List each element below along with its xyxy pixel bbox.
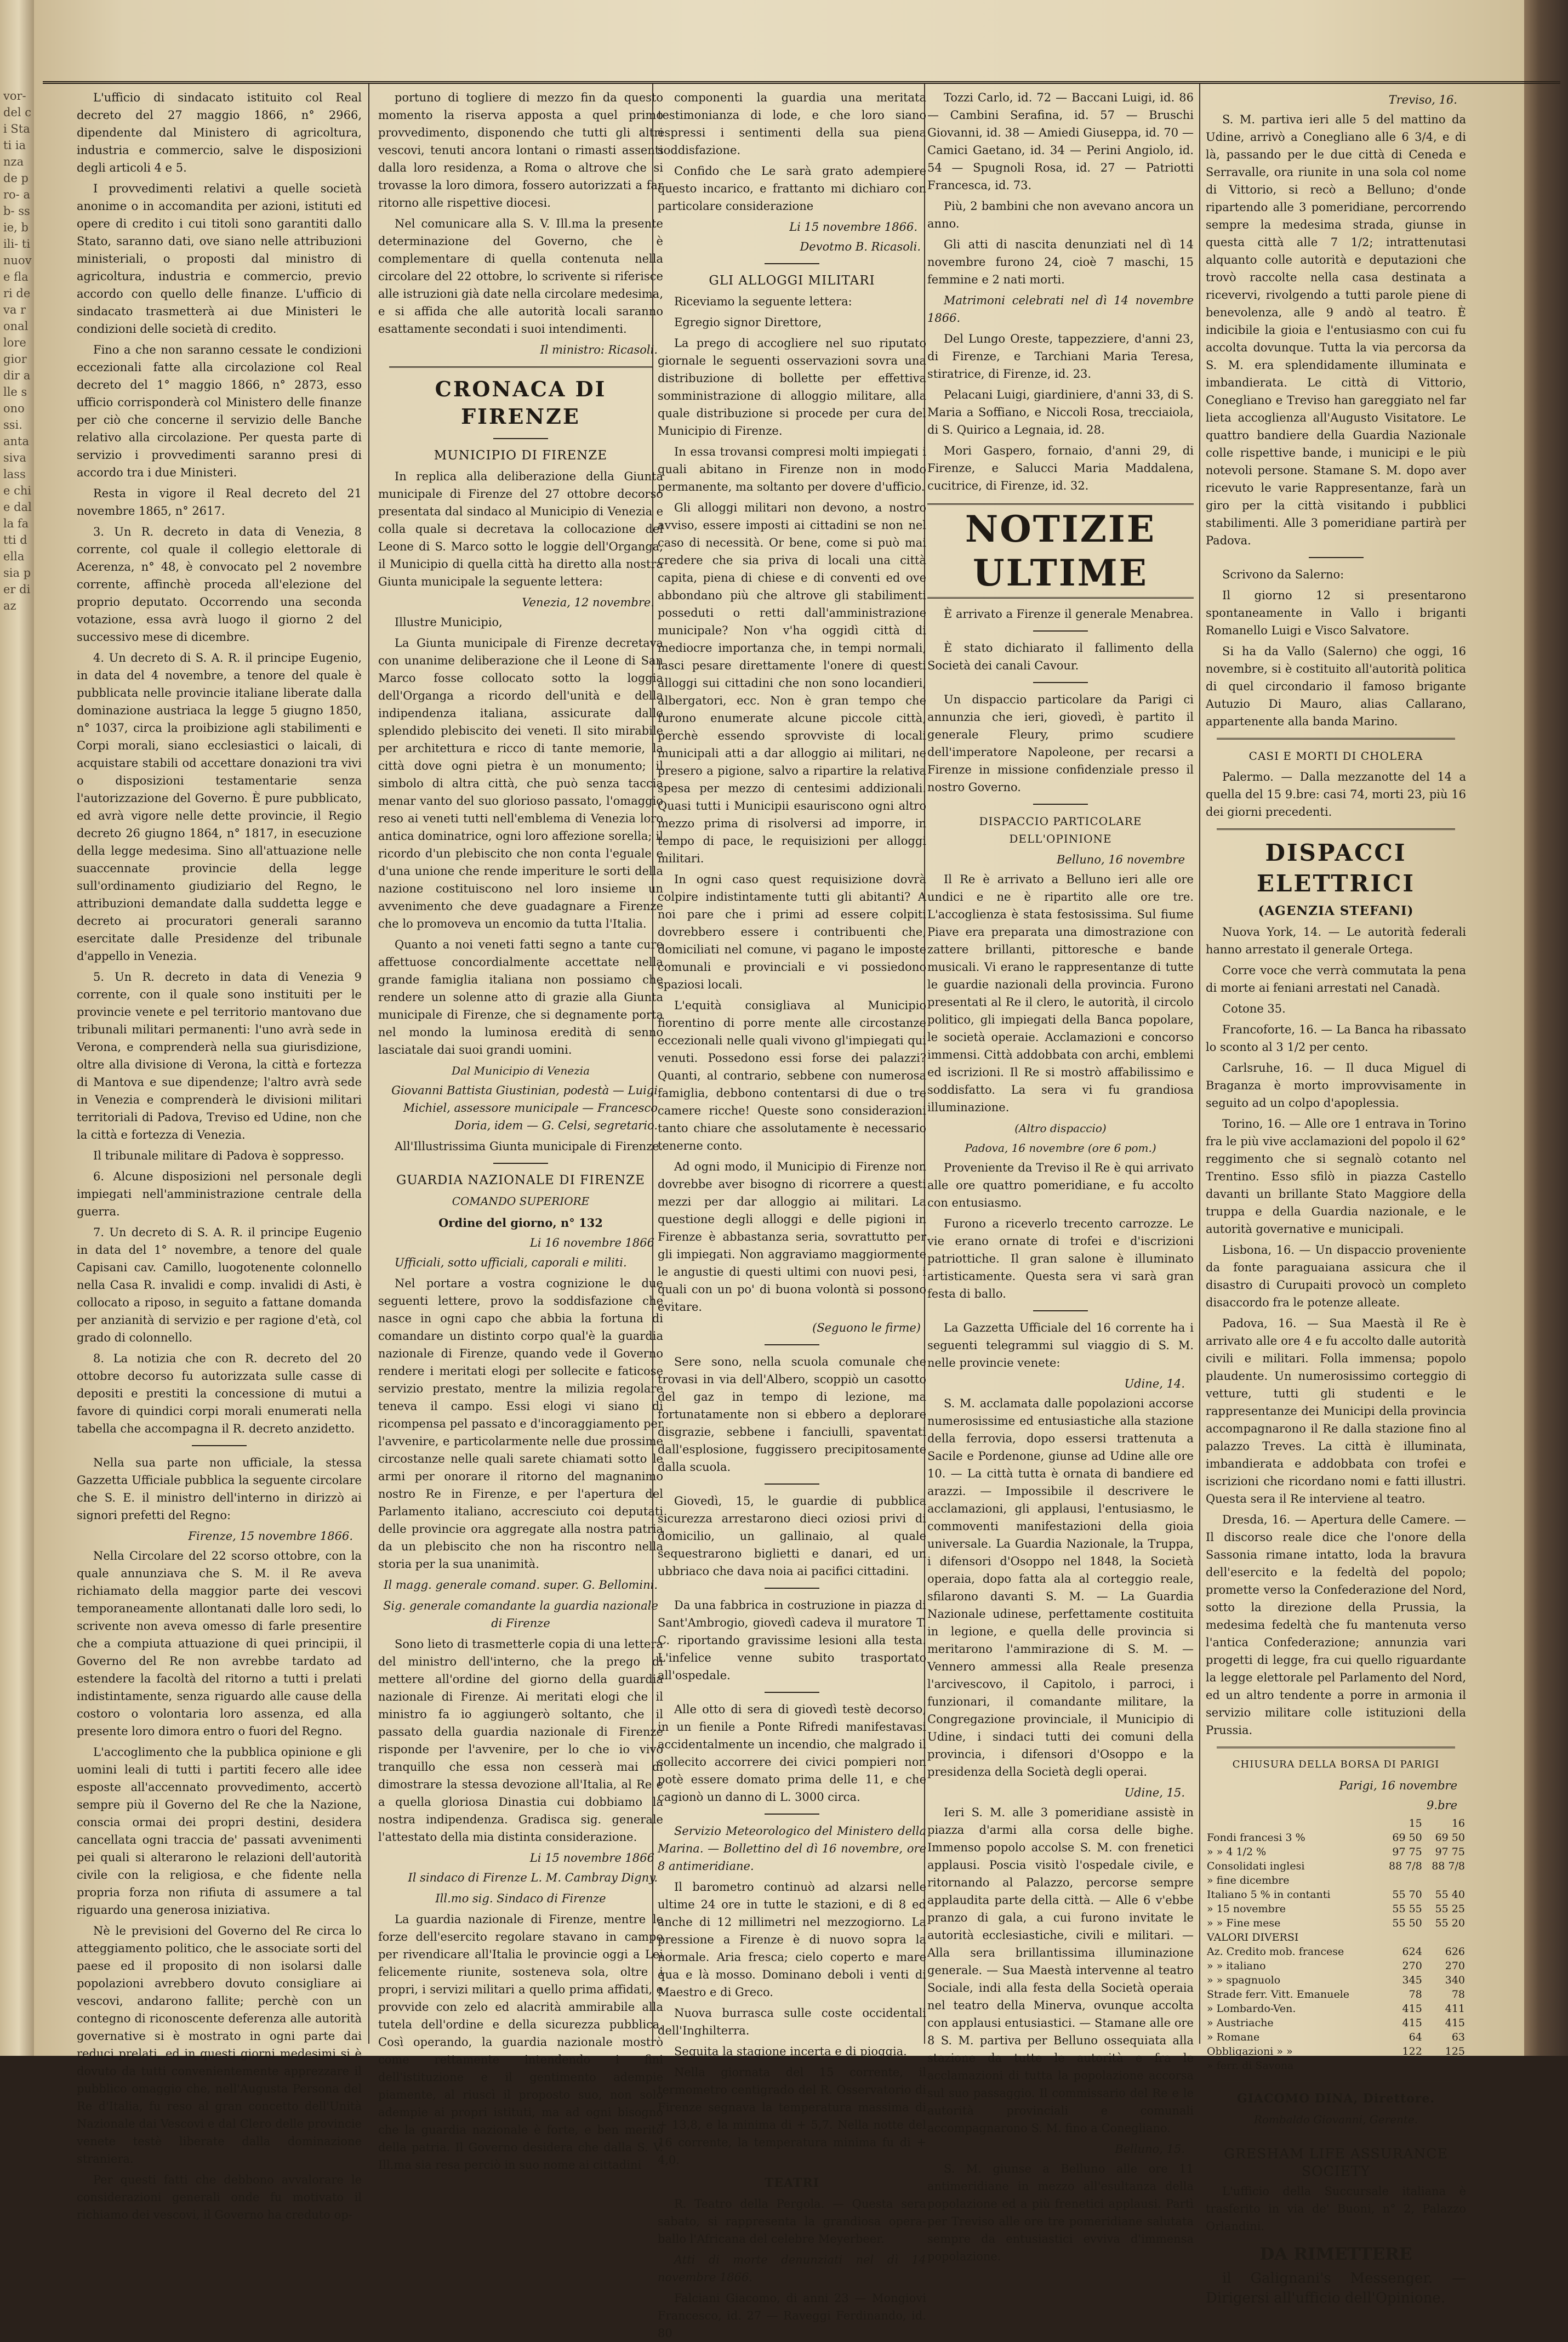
signature: Il magg. generale comand. super. G. Bellomini. bbox=[384, 1578, 658, 1591]
paragraph: Nella Circolare del 22 scorso ottobre, con la quale annunziava che S. M. il Re aveva richiamato della maggior parte dei vescovi temporaneamente allontanati dalle loro sedi, lo scrivente non aveva omesso di farle presentire che a compiuta attuazione di quei principii, il Governo del Re non avrebbe tardato ad estendere la facoltà del ritorno a tutti i prelati indistintamente, senza riguardo alle cause della costoro o volontaria loro assenza, ed alla presente loro dimora entro o fuori del Regno. bbox=[77, 1549, 362, 1738]
salutation: Illustre Municipio, bbox=[395, 616, 503, 629]
paragraph: Proveniente da Treviso il Re è qui arrivato alle ore quattro pomeridiane, e fu accolto con entusiasmo. bbox=[927, 1161, 1194, 1209]
paragraph: Gli atti di nascita denunziati nel dì 14 novembre furono 24, cioè 7 maschi, 15 femmine e 2 nati morti. bbox=[927, 238, 1194, 286]
agency: (AGENZIA STEFANI) bbox=[1258, 903, 1414, 918]
borsa-label: » » spagnuolo bbox=[1207, 1974, 1281, 1986]
borsa-label: » Austriache bbox=[1207, 2017, 1274, 2029]
book-edge bbox=[1524, 0, 1568, 2056]
borsa-value bbox=[1423, 2059, 1466, 2073]
paragraph: Francoforte, 16. — La Banca ha ribassato lo sconto al 3 1/2 per cento. bbox=[1206, 1023, 1466, 1054]
section-title: CRONACA DI FIRENZE bbox=[435, 377, 607, 429]
paragraph: In replica alla deliberazione della Giunta municipale di Firenze del 27 ottobre decorso presentata dal sindaco al Municipio di Venezia e colla quale si decretava la collocazione del Leone di S. Marco sotto le loggie dell'Organga, il Municipio di quella città ha diretto alla nostra Giunta municipale la seguente lettera: bbox=[378, 470, 663, 588]
borsa-time: 9.bre bbox=[1427, 1799, 1457, 1812]
paragraph: il Galignani's Messenger. — Dirigersi all'ufficio dell'Opinione. bbox=[1206, 2270, 1466, 2306]
comando: COMANDO SUPERIORE bbox=[452, 1195, 590, 1208]
column-4 bbox=[927, 89, 1194, 2263]
paragraph: Pelacani Luigi, giardiniere, d'anni 33, di S. Maria a Soffiano, e Niccoli Rosa, trecciaiola, di S. Quirico a Legnaia, id. 28. bbox=[927, 388, 1194, 436]
paragraph: Carlsruhe, 16. — Il duca Miguel di Braganza è morto improvvisamente in seguito ad un colpo d'apoplessia. bbox=[1206, 1061, 1466, 1110]
dateline: Li 15 novembre 1866. bbox=[789, 220, 917, 234]
paragraph: Un dispaccio particolare da Parigi ci annunzia che ieri, giovedì, è partito il generale Fleury, primo scudiere dell'imperatore Napoleone, per recarsi a Firenze in missione confidenziale presso il nostro Governo. bbox=[927, 693, 1194, 794]
borsa-value: 415 bbox=[1402, 2017, 1422, 2029]
subsection-title: MUNICIPIO DI FIRENZE bbox=[434, 448, 608, 463]
separator bbox=[765, 1483, 819, 1485]
borsa-value: 78 bbox=[1409, 1988, 1422, 2000]
paragraph: R. Teatro della Pergola. — Questa sera sabato, si rappresenta la grandiosa opera-ballo l'Africana del celebre Meyerbeer. bbox=[658, 2197, 926, 2246]
paragraph: Palermo. — Dalla mezzanotte del 14 a quella del 15 9.bre: casi 74, morti 23, più 16 dei giorni precedenti. bbox=[1206, 770, 1466, 818]
borsa-row bbox=[1206, 1902, 1466, 1916]
letter-to: All'Illustrissima Giunta municipale di Firenze. bbox=[395, 1140, 663, 1153]
borsa-value bbox=[1381, 2059, 1423, 2073]
letter-head: Ill.mo sig. Sindaco di Firenze bbox=[435, 1892, 606, 1905]
column-rule bbox=[1199, 83, 1200, 2044]
paragraph: Si ha da Vallo (Salerno) che oggi, 16 novembre, si è costituito all'autorità politica di quel circondario il famoso brigante Autuzio Di Mauro, alias Callarano, appartenente alla banda Marino. bbox=[1206, 645, 1466, 728]
borsa-value: 270 bbox=[1402, 1960, 1422, 1972]
paragraph: 7. Un decreto di S. A. R. il principe Eugenio in data del 1° novembre, a tenore del quale Capisani cav. Camillo, luogotenente colonnello nella Casa R. invalidi e comp. invalidi di Asti, è collocato a riposo, in seguito a fattane domanda per anzianità di servizio e per ragione d'età, col grado di colonnello. bbox=[77, 1226, 362, 1344]
paragraph: Tozzi Carlo, id. 72 — Baccani Luigi, id. 86 — Cambini Serafina, id. 57 — Bruschi Giovanni, id. 38 — Amiedi Giuseppa, id. 70 — Camici Gaetano, id. 34 — Perini Angiolo, id. 54 — Spugnoli Rosa, id. 27 — Patriotti Francesca, id. 73. bbox=[927, 91, 1194, 192]
borsa-label: » Romane bbox=[1207, 2031, 1260, 2043]
paragraph: Nuova burrasca sulle coste occidentali dell'Inghilterra. bbox=[658, 2006, 926, 2037]
borsa-value: 88 7/8 bbox=[1388, 1860, 1422, 1872]
letter-head: Sig. generale comandante la guardia nazionale di Firenze bbox=[383, 1599, 658, 1630]
paragraph: Più, 2 bambini che non avevano ancora un anno. bbox=[927, 200, 1194, 230]
borsa-row bbox=[1206, 1831, 1466, 1845]
paragraph: Nuova York, 14. — Le autorità federali hanno arrestato il generale Ortega. bbox=[1206, 925, 1466, 956]
paragraph: 5. Un R. decreto in data di Venezia 9 corrente, con il quale sono instituiti per le provincie venete e pel territorio mantovano due tribunali militari permanenti: l'uno avrà sede in Verona, e comprenderà nella sua giurisdizione, oltre alla divisione di Verona, la città e fortezza di Mantova e sue dipendenze; l'altro avrà sede in Venezia e comprenderà le divisioni militari territoriali di Padova, Treviso ed Udine, non che la città e fortezza di Venezia. bbox=[77, 970, 362, 1141]
separator bbox=[1217, 738, 1455, 740]
paragraph: Confido che Le sarà grato adempiere questo incarico, e frattanto mi dichiaro con particolare considerazione bbox=[658, 164, 926, 213]
borsa-value: 55 55 bbox=[1392, 1903, 1422, 1915]
paragraph: Il barometro continuò ad alzarsi nelle ultime 24 ore in tutte le stazioni, e di 8 ed anche di 12 millimetri nel mezzogiorno. La pressione a Firenze è di nuovo sopra la normale. Aria fresca; cielo coperto e mare qua e là mosso. Dominano deboli i venti di Maestro e di Greco. bbox=[658, 1880, 926, 1999]
separator bbox=[1033, 1310, 1088, 1311]
borsa-header bbox=[1206, 1816, 1381, 1831]
borsa-row bbox=[1206, 2059, 1466, 2073]
borsa-row bbox=[1206, 2002, 1466, 2016]
paragraph: È stato dichiarato il fallimento della Società dei canali Cavour. bbox=[927, 641, 1194, 672]
paragraph: Riceviamo la seguente lettera: bbox=[674, 295, 852, 308]
borsa-label: » 15 novembre bbox=[1207, 1903, 1286, 1915]
paragraph: L'equità consigliava al Municipio fiorentino di porre mente alle circostanze eccezionali nelle quali vivono gl'impiegati qui venuti. Possedono essi forse dei palazzi? Quanti, al contrario, sebbene con numerosa famiglia, debbono contentarsi di due o tre camere ricche! Queste sono considerazioni tanto chiare che assolutamente è necessario tenerne conto. bbox=[658, 999, 926, 1152]
paragraph: Ieri S. M. alle 3 pomeridiane assistè in piazza d'armi alla corsa delle bighe. Immenso popolo accolse S. M. con frenetici applausi. Poscia visitò l'ospedale civile, e ritornando al Palazzo, percorse sempre applaudita parte della città. — Alle 6 v'ebbe pranzo di gala, a cui furono invitate le autorità ecclesiastiche, civili e militari. — Alla sera brillantissima illuminazione generale. — Sua Maestà intervenne al teatro Sociale, indi alla festa della Società operaia nel teatro della Minerva, ovunque accolta con applausi entusiastici. — Stamane alle ore 8 S. M. partiva per Belluno ossequiata alla stazione da tutte le autorità e fra le acclamazioni di tutta la popolazione accorsa sul suo passaggio. Il commissario del Re e le autorità provinciali e comunali accompagnarono S. M. fino a Conegliano. bbox=[927, 1806, 1194, 2135]
separator bbox=[1217, 828, 1455, 830]
paragraph: S. M. giunse a Belluno alle ore 11 antimeridiane in mezzo all'esultanza della popolazione ed a più frenetici applausi. Partì per Treviso alle ore tre pomeridiane salutata sempre da entusiastici evviva d'immensa popolazione. bbox=[927, 2162, 1194, 2263]
paragraph: Furono a riceverlo trecento carrozze. Le vie erano ornate di trofei e d'iscrizioni patriottiche. Il gran salone è illuminato artisticamente. Questa sera vi sarà gran festa di ballo. bbox=[927, 1217, 1194, 1300]
borsa-row bbox=[1206, 1959, 1466, 1973]
paragraph: L'accoglimento che la pubblica opinione e gli uomini leali di tutti i partiti fecero alle idee esposte all'accennato provvedimento, accertò sempre più il Governo del Re che la Nazione, conscia ormai dei propri destini, desidera cancellata ogni traccia de' passati avvenimenti pei quali si alterarono le relazioni dell'autorità civile con la religiosa, e che fidente nella propria forza non rifiuta di assumere a tal riguardo una generosa iniziativa. bbox=[77, 1746, 362, 1917]
borsa-value: 97 75 bbox=[1392, 1846, 1422, 1858]
borsa-row bbox=[1206, 2044, 1466, 2059]
separator bbox=[1033, 630, 1088, 632]
borsa-value: 88 7/8 bbox=[1432, 1860, 1465, 1872]
paragraph: La guardia nazionale di Firenze, mentre le forze dell'esercito regolare stavano in campo per rivendicare all'Italia le provincie oggi a Lei felicemente riunite, sosteneva sola, oltre i propri, i servizi militari a quello prima affidati, e provvide con zelo ed alacrità ammirabile alla tutela dell'ordine e della sicurezza pubblica. Così operando, la guardia nazionale mostrò come rettamente intendendo i fini dell'istituzione e il gentimento adempie piamente, al riuscì il proposto suo, non solo adempie ai propri istituti, ma ad ogni bisogno che la guardia nazionale è forte, e ben meritò della patria. Il Governo desidera che dalla S. V. Ill.ma sia resa perciò in suo nome ai cittadini bbox=[378, 1913, 663, 2172]
subsection-title: CASI E MORTI DI CHOLERA bbox=[1248, 749, 1423, 763]
paragraph: La Gazzetta Ufficiale del 16 corrente ha i seguenti telegrammi sul viaggio di S. M. nelle provincie venete: bbox=[927, 1321, 1194, 1369]
paragraph: Da una fabbrica in costruzione in piazza di Sant'Ambrogio, giovedì cadeva il muratore T. C. riportando gravissime lesioni alla testa. L'infelice venne subito trasportato all'ospedale. bbox=[658, 1599, 926, 1682]
paragraph: Il giorno 12 si presentarono spontaneamente in Vallo i briganti Romanello Luigi e Visco Salvatore. bbox=[1206, 589, 1466, 637]
borsa-header: 15 bbox=[1409, 1817, 1422, 1829]
separator bbox=[1309, 557, 1364, 558]
section-title: NOTIZIE ULTIME bbox=[927, 503, 1194, 599]
borsa-value: 55 20 bbox=[1435, 1917, 1465, 1929]
borsa-value: 340 bbox=[1445, 1974, 1465, 1986]
separator bbox=[1217, 2136, 1455, 2138]
separator bbox=[1033, 804, 1088, 805]
paragraph: Fino a che non saranno cessate le condizioni eccezionali fatte alla circolazione col Real decreto del 1° maggio 1866, n° 2873, esso ufficio corrisponderà col Ministero delle finanze per ciò che concerne il servizio delle Banche relativo alla circolazione. Per questa parte di servizio i provvedimenti saranno presi di accordo tra i due Ministeri. bbox=[77, 343, 362, 479]
paragraph: L'ufficio di sindacato istituito col Real decreto del 27 maggio 1866, n° 2966, dipendente dal Ministero di agricoltura, industria e commercio, salve le disposizioni degli articoli 4 e 5. bbox=[77, 91, 362, 174]
paragraph: Sere sono, nella scuola comunale che trovasi in via dell'Albero, scoppiò un casotto del gaz in tempo di lezione, ma fortunatamente non si ebbero a deplorare disgrazie, sebbene i fanciulli, spaventati dall'esplosione, fuggissero precipitosamente dalla scuola. bbox=[658, 1355, 926, 1474]
gresham-title: GRESHAM LIFE ASSURANCE SOCIETY bbox=[1224, 2146, 1448, 2179]
borsa-label: VALORI DIVERSI bbox=[1207, 1931, 1299, 1943]
borsa-row bbox=[1206, 1930, 1466, 1945]
borsa-row bbox=[1206, 1945, 1466, 1959]
minister-signature: Il ministro: Ricasoli. bbox=[540, 343, 658, 356]
morte-head: Atti di morte denunziati nel dì 14 novembre 1866. bbox=[658, 2253, 926, 2284]
paragraph: In ogni caso quest requisizione dovrà colpire indistintamente tutti gli abitanti? A noi pare che i primi ad essere colpiti dovrebbero essere i contribuenti che, domiciliati nel comune, vi pagano le imposte comunali e provinciali e vi possiedono spaziosi locali. bbox=[658, 873, 926, 991]
paragraph: Mori Gaspero, fornaio, d'anni 29, di Firenze, e Salucci Maria Maddalena, cucitrice, di Firenze, id. 32. bbox=[927, 444, 1194, 492]
dateline: Padova, 16 novembre (ore 6 pom.) bbox=[965, 1141, 1156, 1155]
borsa-label: » fine dicembre bbox=[1207, 1874, 1290, 1886]
paragraph: Nel portare a vostra cognizione le due seguenti lettere, provo la soddisfazione che nasce in ogni capo che abbia la fortuna di comandare un distinto corpo qual'è la guardia nazionale di Firenze, quando vede il Governo rendere i meritati elogi per sollecite e faticose servizio prestato, mentre la milizia regolare teneva il campo. Essi elogi vi siano di ricompensa pel passato e d'incoraggiamento per l'avvenire, e particolarmente nelle due prossime circostanze nelle quali sarete chiamati sotto le armi per onorare il ritorno del magnanimo nostro Re in Firenze, e per l'apertura del Parlamento italiano, accresciuto coi deputati delle provincie ora aggregate alla nostra patria da un plebiscito che non ha riscontro nella storia per la sua unanimità. bbox=[378, 1277, 663, 1571]
separator bbox=[765, 1344, 819, 1345]
borsa-row bbox=[1206, 2030, 1466, 2044]
borsa-title: CHIUSURA DELLA BORSA DI PARIGI bbox=[1232, 1759, 1440, 1770]
separator bbox=[1217, 1747, 1455, 1748]
borsa-value: 78 bbox=[1451, 1988, 1465, 2000]
paragraph: Falciani Giacomo, di anni 23 — Mongiovi Francesco, id. 27 — Raveggi Ferdinando, id. 80 bbox=[658, 2292, 926, 2340]
paragraph: La prego di accogliere nel suo riputato giornale le seguenti osservazioni sovra una distribuzione di bollette per effettiva somministrazione di alloggio militare, alla quale distribuzione si procede per cura del Municipio di Firenze. bbox=[658, 337, 926, 437]
paragraph: S. M. acclamata dalle popolazioni accorse numerosissime ed entusiastiche alla stazione della ferrovia, dopo essersi trattenuta a Sacile e Pordenone, giunse ad Udine alle ore 10. — La città tutta è ornata di bandiere ed arazzi. — Impossibile il descrivere le acclamazioni, gli applausi, l'entusiasmo, le commoventi manifestazioni della gioia universale. La Guardia Nazionale, la Truppa, i difensori d'Osoppo nel 1848, la Società operaia, dopo fatta ala al corteggio reale, sfilarono davanti S. M. — La Guardia Nazionale udinese, perfettamente costituita in legione, e quella delle provincia si meritarono l'ammirazione di S. M. — Vennero ammessi alla Reale presenza l'arcivescovo, il Capitolo, i parroci, i funzionari, il comandante militare, la Congregazione provinciale, il Municipio di Udine, i sindaci tutti dei comuni della provincia, i difensori d'Osoppo e la presidenza della Società degli operai. bbox=[927, 1397, 1194, 1778]
borsa-label: Obbligazioni » » bbox=[1207, 2045, 1293, 2057]
borsa-value: 345 bbox=[1402, 1974, 1422, 1986]
rimettere-title: DA RIMETTERE bbox=[1206, 2242, 1466, 2266]
gerente: Rombaldo Giovanni, Gerente. bbox=[1253, 2113, 1418, 2126]
borsa-value: 125 bbox=[1445, 2045, 1465, 2057]
separator bbox=[493, 1163, 548, 1164]
borsa-label: Italiano 5 % in contanti bbox=[1207, 1889, 1331, 1901]
paragraph: Padova, 16. — Sua Maestà il Re è arrivato alle ore 4 e fu accolto dalle autorità civili e militari. Folla immensa; popolo plaudente. Un numerosissimo corteggio di vetture, tutti gli studenti e le rappresentanze dei Municipi della provincia accompagnarono il Re dalla stazione fino al palazzo Treves. La città è illuminata, imbandierata e addobbata con trofei e iscrizioni che ricordano nomi e fatti illustri. Questa sera il Re interviene al teatro. bbox=[1206, 1317, 1466, 1505]
left-page-spine bbox=[0, 0, 34, 2056]
paragraph: 4. Un decreto di S. A. R. il principe Eugenio, in data del 4 novembre, a tenore del quale è pubblicata nelle provincie italiane liberate dalla dominazione austriaca la legge 5 giugno 1850, n° 1037, circa la proibizione agli stabilimenti e Corpi morali, siano ecclesiastici o laicali, di acquistare stabili od accettare donazioni tra vivi o disposizioni testamentarie senza l'autorizzazione del Governo. È pure pubblicato, ed avrà vigore nelle dette provincie, il Regio decreto 26 giugno 1864, n° 1817, in esecuzione della legge medesima. Sino all'attuazione nelle suaccennate provincie della legge sull'ordinamento giudiziario del Regno, le attribuzioni demandate dalla suddetta legge e decreto ai procuratori generali saranno esercitate dalle Presidenze del tribunale d'appello in Venezia. bbox=[77, 651, 362, 963]
column-1 bbox=[77, 89, 362, 2221]
paragraph: Per questi fatti che debbono avvalorare le considerazioni generali onde fu motivato il richiamo dei vescovi, il Governo ha creduto op- bbox=[77, 2173, 362, 2221]
borsa-row bbox=[1206, 1888, 1466, 1902]
dateline: Udine, 15. bbox=[1124, 1786, 1185, 1799]
borsa-value: 415 bbox=[1445, 2017, 1465, 2029]
column-2 bbox=[378, 89, 663, 2172]
paragraph: Ad ogni modo, il Municipio di Firenze non dovrebbe aver bisogno di ricorrere a questi mezzi per dar alloggio ai militari. La questione degli alloggi e delle pigioni in Firenze è abbastanza seria, sovrattutto per gli impiegati. Non aggraviamo maggiormente le angustie di questi ultimi con nuovi pesi, i quali con un po' di buona volontà si possono evitare. bbox=[658, 1160, 926, 1314]
borsa-label: Fondi francesi 3 % bbox=[1207, 1832, 1305, 1844]
borsa-value: 97 75 bbox=[1435, 1846, 1465, 1858]
paragraph: La Giunta municipale di Firenze decretava con unanime deliberazione che il Leone di San Marco fosse collocato sotto la loggia dell'Organga a ricordo dell'unità e della indipendenza italiana, assicurate dallo splendido plebiscito dei veneti. Il sito mirabile per architettura e ricco di tante memorie, la città dove ogni pietra è un monumento; il simbolo di altra città, che può senza taccia menar vanto del suo glorioso passato, l'omaggio reso ai veneti tutti nell'emblema di Venezia loro antica dominatrice, ogni loro affezione sorella; il ricordo d'un plebiscito che non conta l'eguale e d'una unione che rende imperiture le sorti della nazione costituiscono nel loro insieme un avvenimento che deve guadagnare a Firenze che lo promoveva un encomio da tutta l'Italia. bbox=[378, 636, 663, 930]
paragraph: I provvedimenti relativi a quelle società anonime o in accomandita per azioni, istituti ed opere di credito i cui titoli sono garantiti dallo Stato, saranno dati, ove siano nelle attribuzioni ministeriali, o proposti dal ministro di agricoltura, industria e commercio, previo accordo con quello delle finanze. L'ufficio di sindacato trasmetterà ai due Ministeri le condizioni delle società di credito. bbox=[77, 182, 362, 336]
borsa-value: 122 bbox=[1402, 2045, 1422, 2057]
borsa-row bbox=[1206, 1987, 1466, 2002]
teatri-title: TEATRI bbox=[765, 2176, 819, 2190]
borsa-value: 411 bbox=[1445, 2003, 1465, 2015]
paragraph: In essa trovansi compresi molti impiegati i quali abitano in Firenze non in modo permanente, ma soltanto per dovere d'ufficio. bbox=[658, 445, 926, 493]
borsa-value: 626 bbox=[1445, 1946, 1465, 1958]
paragraph: Seguita la stagione incerta e di pioggia. bbox=[674, 2045, 907, 2058]
paragraph: Del Lungo Oreste, tappezziere, d'anni 23, di Firenze, e Tarchiani Maria Teresa, stiratrice, di Firenze, id. 23. bbox=[927, 332, 1194, 380]
borsa-label: » Lombardo-Ven. bbox=[1207, 2003, 1296, 2015]
dateline: Udine, 14. bbox=[1124, 1377, 1185, 1390]
borsa-value: 64 bbox=[1409, 2031, 1422, 2043]
borsa-row bbox=[1206, 2016, 1466, 2030]
paragraph: Corre voce che verrà commutata la pena di morte ai feniani arrestati nel Canadà. bbox=[1206, 964, 1466, 994]
salutation: Ufficiali, sotto ufficiali, caporali e militi. bbox=[395, 1256, 627, 1269]
separator bbox=[765, 263, 819, 264]
dateline: Treviso, 16. bbox=[1388, 93, 1457, 106]
paragraph: Lisbona, 16. — Un dispaccio proveniente da fonte paraguaiana assicura che il disastro di Curupaiti provocò un completo disaccordo fra le potenze alleate. bbox=[1206, 1243, 1466, 1309]
borsa-value: 624 bbox=[1402, 1946, 1422, 1958]
borsa-row bbox=[1206, 1873, 1466, 1888]
letter-from: Dal Municipio di Venezia bbox=[451, 1064, 590, 1077]
paragraph: Nella giornata del 15 corrente, il termometro centigrado del R. Osservatorio di Firenze segnava la temperatura massima di + 13,8, e la minima di + 5,7. Nella notte del 16 corrente, la temperatura minima fu di + 4,0. bbox=[658, 2066, 926, 2167]
signature: Devotmo B. Ricasoli. bbox=[800, 240, 921, 253]
subsection-title: GUARDIA NAZIONALE DI FIRENZE bbox=[396, 1173, 646, 1187]
borsa-value: 55 25 bbox=[1435, 1903, 1465, 1915]
salutation: Egregio signor Direttore, bbox=[674, 316, 822, 329]
borsa-row bbox=[1206, 1859, 1466, 1873]
paragraph: portuno di togliere di mezzo fin da questo momento la riserva apposta a quel primo provvedimento, disponendo che tutti gli altri vescovi, tenuti ancora lontani o rimasti assenti dalla loro residenza, a Roma o altrove che si trovasse la loro dimora, fossero autorizzati a far ritorno alle rispettive diocesi. bbox=[378, 91, 663, 209]
borsa-date: Parigi, 16 novembre bbox=[1339, 1779, 1457, 1792]
paragraph: Il Re è arrivato a Belluno ieri alle ore undici e ne è ripartito alle ore tre. L'accoglienza è stata festosissima. Sul fiume Piave era preparata una dimostrazione con zattere brillanti, pittoresche e bande musicali. Vi erano le rappresentanze di tutte le guardie nazionali della provincia. Furono presentati al Re il clero, le autorità, il circolo politico, gli impiegati della Banca popolare, le società operaie. Acclamazioni e concorso immensi. Città addobbata con archi, emblemi ed iscrizioni. Il Re si mostrò affabilissimo e soddisfatto. La sera vi fu grandiosa illuminazione. bbox=[927, 873, 1194, 1114]
borsa-value: 69 50 bbox=[1392, 1832, 1422, 1844]
borsa-label: » » italiano bbox=[1207, 1960, 1266, 1972]
borsa-label: » » Fine mese bbox=[1207, 1917, 1281, 1929]
dateline: Li 16 novembre 1866 bbox=[529, 1236, 654, 1249]
paragraph: Il tribunale militare di Padova è soppresso. bbox=[93, 1149, 344, 1162]
separator bbox=[765, 1588, 819, 1589]
signers: Giovanni Battista Giustinian, podestà — Luigi Michiel, assessore municipale — Francesco Doria, idem — G. Celsi, segretario. bbox=[391, 1084, 658, 1132]
subsection-title: GLI ALLOGGI MILITARI bbox=[709, 274, 875, 288]
section-title: DISPACCI ELETTRICI bbox=[1256, 839, 1416, 897]
borsa-value: 55 70 bbox=[1392, 1889, 1422, 1901]
paragraph: Resta in vigore il Real decreto del 21 novembre 1865, n° 2617. bbox=[77, 487, 362, 518]
borsa-row bbox=[1206, 1916, 1466, 1930]
paragraph: È arrivato a Firenze il generale Menabrea. bbox=[944, 607, 1194, 621]
borsa-value: 55 40 bbox=[1435, 1889, 1465, 1901]
paragraph: Nella sua parte non ufficiale, la stessa Gazzetta Ufficiale pubblica la seguente circolare che S. E. il ministro dell'interno in dirizzò ai signori prefetti del Regno: bbox=[77, 1456, 362, 1522]
column-rule bbox=[368, 83, 369, 2044]
column-5 bbox=[1206, 89, 1466, 2306]
direttore: GIACOMO DINA, Direttore. bbox=[1236, 2091, 1435, 2106]
borsa-label: » ferr. di Savona bbox=[1207, 2060, 1294, 2072]
separator bbox=[389, 366, 652, 368]
paragraph: Cotone 35. bbox=[1222, 1002, 1286, 1015]
paragraph: Quanto a noi veneti fatti segno a tante cure affettuose concordialmente accettate nella grande famiglia italiana non possiamo che rendere un solenne atto di grazie alla Giunta municipale di Firenze, che si degnamente porta nel mondo la luminosa eredità di senno lasciatale dai suoi grandi uomini. bbox=[378, 938, 663, 1056]
spine-text: vor- del ci Stati ianza de pro- ab- ssie, bili- ti nuove flari deva ronal lore gior dir alle sono ssi. anta siva lasse chie dalla fatti della sia per diaz bbox=[3, 89, 32, 612]
paragraph: S. M. partiva ieri alle 5 del mattino da Udine, arrivò a Conegliano alle 6 3/4, e di là, passando per le due città di Ceneda e Serravalle, ora riunite in una sola col nome di Vittorio, si recò a Belluno; d'onde ripartendo alle 3 pomeridiane, percorrendo sempre la medesima strada, giunse in questa città alle 7 1/2; intrattenutasi alquanto colle autorità e deputazioni che trovò raccolte nella casa destinata a ricevervi, rivolgendo a tutti parole piene di benevolenza, alle 9 andò al teatro. È indicibile la gioia e l'entusiasmo con cui fu accolta dovunque. Tutta la via percorsa da S. M. era splendidamente illuminata e imbandierata. Le città di Vittorio, Conegliano e Treviso han gareggiato nel far lieta accoglienza all'Augusto Visitatore. Le quattro bandiere della Guardia Nazionale colle rispettive bande, i municipi e le più notevoli persone. Stamane S. M. dopo aver ricevuto le varie Rappresentanze, farà un giro per la città visitando i pubblici stabilimenti. Alle 3 pomeridiane partirà per Padova. bbox=[1206, 113, 1466, 547]
altro-dispaccio: (Altro dispaccio) bbox=[1014, 1122, 1107, 1135]
meteo-head: Servizio Meteorologico del Ministero della Marina. — Bollettino del dì 16 novembre, ore 8 antimeridiane. bbox=[658, 1824, 926, 1873]
borsa-body bbox=[1206, 1831, 1466, 2073]
borsa-value: 63 bbox=[1451, 2031, 1465, 2043]
borsa-value bbox=[1423, 1873, 1466, 1888]
seguono-firme: (Seguono le firme) bbox=[812, 1321, 921, 1334]
separator bbox=[765, 1692, 819, 1693]
paragraph: Gli alloggi militari non devono, a nostro avviso, essere imposti ai cittadini se non nel caso di necessità. Or bene, come si può mai credere che sia priva di locali una città capita, piena di chiese e di conventi ed ove abbondano più che altrove gli stabilimenti posseduti o retti dall'amministrazione municipale? Non v'ha oggidì città di mediocre importanza che, in tempi normali, lasci pesare direttamente l'onere di questi alloggi sui cittadini che non sono locandieri, albergatori, ecc. Non è gran tempo che furono enumerate alcune piccole città, perchè essendo sprovviste di locali municipali atti a dar alloggio ai militari, ne presero a pigione, salvo a ripartire la relativa spesa per mezzo di centesimi addizionali. Quasi tutti i Municipii esauriscono ogni altro mezzo prima di risolversi ad imporre, in tempo di pace, le requisizioni per alloggi militari. bbox=[658, 501, 926, 865]
borsa-value bbox=[1381, 1873, 1423, 1888]
signature: Il sindaco di Firenze L. M. Cambray Digny. bbox=[408, 1871, 658, 1884]
circular-date: Firenze, 15 novembre 1866. bbox=[188, 1530, 353, 1543]
paragraph: L'ufficio della Succursale italiana è trasferito in via de' Buoni, n° 2, Palazzo Orlandini. bbox=[1206, 2185, 1466, 2233]
paragraph: Torino, 16. — Alle ore 1 entrava in Torino fra le più vive acclamazioni del popolo il 62° reggimento che si segnalò cotanto nel Trentino. Esso sfilò in piazza Castello davanti un brillante Stato Maggiore della truppa e della Guardia nazionale, e le autorità governative e municipali. bbox=[1206, 1117, 1466, 1236]
paragraph: 3. Un R. decreto in data di Venezia, 8 corrente, col quale il collegio elettorale di Acerenza, n° 48, è convocato pel 2 novembre corrente, affinchè proceda all'elezione del proprio deputato. Occorrendo una seconda votazione, essa avrà luogo il giorno 2 del successivo mese di dicembre. bbox=[77, 525, 362, 644]
borsa-row bbox=[1206, 1973, 1466, 1987]
separator bbox=[765, 1814, 819, 1815]
ordine-title: Ordine del giorno, n° 132 bbox=[438, 1216, 603, 1230]
paragraph: 8. La notizia che con R. decreto del 20 ottobre decorso fu autorizzata sulle casse di depositi e prestiti la concessione di mutui a favore di quindici corpi morali enumerati nella tabella che accompagna il R. decreto anzidetto. bbox=[77, 1352, 362, 1435]
borsa-row bbox=[1206, 1845, 1466, 1859]
dateline: Belluno, 15. bbox=[1115, 2142, 1185, 2156]
borsa-value bbox=[1423, 1930, 1466, 1945]
separator bbox=[493, 438, 548, 439]
borsa-value: 270 bbox=[1445, 1960, 1465, 1972]
paragraph: Nel comunicare alla S. V. Ill.ma la presente determinazione del Governo, che è complementare di quella contenuta nella circolare del 22 ottobre, lo scrivente si riferisce alle istruzioni già date nella circolare medesima, e si affida che alle autorità locali saranno esattamente secondati i suoi intendimenti. bbox=[378, 217, 663, 336]
paragraph: Alle otto di sera di giovedì testè decorso, in un fienile a Ponte Rifredi manifestavasi accidentalmente un incendio, che malgrado il sollecito accorrere dei civici pompieri non potè essere domato prima delle 11, e che cagionò un danno di L. 3000 circa. bbox=[658, 1703, 926, 1804]
borsa-header: 16 bbox=[1451, 1817, 1465, 1829]
borsa-value: 415 bbox=[1402, 2003, 1422, 2015]
borsa-value bbox=[1381, 1930, 1423, 1945]
dateline: Belluno, 16 novembre bbox=[1056, 853, 1185, 866]
paragraph: Giovedì, 15, le guardie di pubblica sicurezza arrestarono dieci oziosi privi di domicilio, un gallinaio, al quale sequestrarono biglietti e danari, ed un ubbriaco che dava noia ai pacifici cittadini. bbox=[658, 1494, 926, 1578]
subsection-title: DISPACCIO PARTICOLARE DELL'OPINIONE bbox=[979, 815, 1142, 845]
paragraph: Nè le previsioni del Governo del Re circa lo atteggiamento politico, che le associate sorti del paese ed il proposito di non isolarsi dalle popolazioni avrebbero dovuto consigliare ai vescovi, andarono fallite; perchè con un contegno di riconoscente deferenza alle autorità governative si è mostrato in ogni parte dai reduci prelati, ed in questi giorni medesimi si è dovuto da tutti convenientemente apprezzare il pubblico omaggio che, nell'Augusta Persona del Re d'Italia, fu reso al gran concetto dell'Unità Nazionale dai Vescovi e dal Clero delle provincie venete testè liberate dalla dominazione straniera. bbox=[77, 1924, 362, 2165]
paragraph: Scrivono da Salerno: bbox=[1222, 568, 1344, 581]
separator bbox=[1217, 2080, 1455, 2082]
separator bbox=[192, 1445, 247, 1446]
borsa-value: 55 50 bbox=[1392, 1917, 1422, 1929]
borsa-label: Az. Credito mob. francese bbox=[1207, 1946, 1344, 1958]
borsa-label: » » 4 1/2 % bbox=[1207, 1846, 1267, 1858]
paragraph: componenti la guardia una meritata testimonianza di lode, e che loro siano espressi i sentimenti della sua piena soddisfazione. bbox=[658, 91, 926, 157]
column-3 bbox=[658, 89, 926, 2340]
borsa-table bbox=[1206, 1816, 1466, 2073]
matrimoni-head: Matrimoni celebrati nel dì 14 novembre 1866. bbox=[927, 294, 1194, 325]
dateline: Li 15 novembre 1866 bbox=[529, 1851, 654, 1864]
borsa-value: 69 50 bbox=[1435, 1832, 1465, 1844]
borsa-label: Strade ferr. Vitt. Emanuele bbox=[1207, 1988, 1350, 2000]
borsa-label: Consolidati inglesi bbox=[1207, 1860, 1305, 1872]
separator bbox=[1033, 682, 1088, 683]
top-rule bbox=[43, 81, 1560, 84]
paragraph: 6. Alcune disposizioni nel personale degli impiegati nell'amministrazione centrale della guerra. bbox=[77, 1170, 362, 1218]
paragraph: Dresda, 16. — Apertura delle Camere. — Il discorso reale dice che l'onore della Sassonia rimane intatto, loda la bravura dell'esercito e la fedeltà del popolo; promette verso la Confederazione del Nord, sotto la direzione della Prussia, la medesima fedeltà che fu mantenuta verso l'antica Confederazione; annunzia vari progetti di legge, fra cui quello riguardante la legge elettorale pel Parlamento del Nord, ed un altro tendente a porre in armonia il servizio militare colle istituzioni della Prussia. bbox=[1206, 1513, 1466, 1737]
dateline: Venezia, 12 novembre. bbox=[522, 596, 654, 609]
paragraph: Sono lieto di trasmetterle copia di una lettera del ministro dell'interno, che la prego di mettere all'ordine del giorno della guardia nazionale di Firenze. Ai meritati elogi che il ministro fa io aggiungerò soltanto, che il passato della guardia nazionale di Firenze risponde per l'avvenire, per lo che io vivo tranquillo che essa non cesserà mai di dimostrare la stessa devozione all'Italia, al Re e a quella gloriosa Dinastia cui dobbiamo la nostra indipendenza. Gradisca sig. generale l'attestato della mia distinta considerazione. bbox=[378, 1638, 663, 1844]
